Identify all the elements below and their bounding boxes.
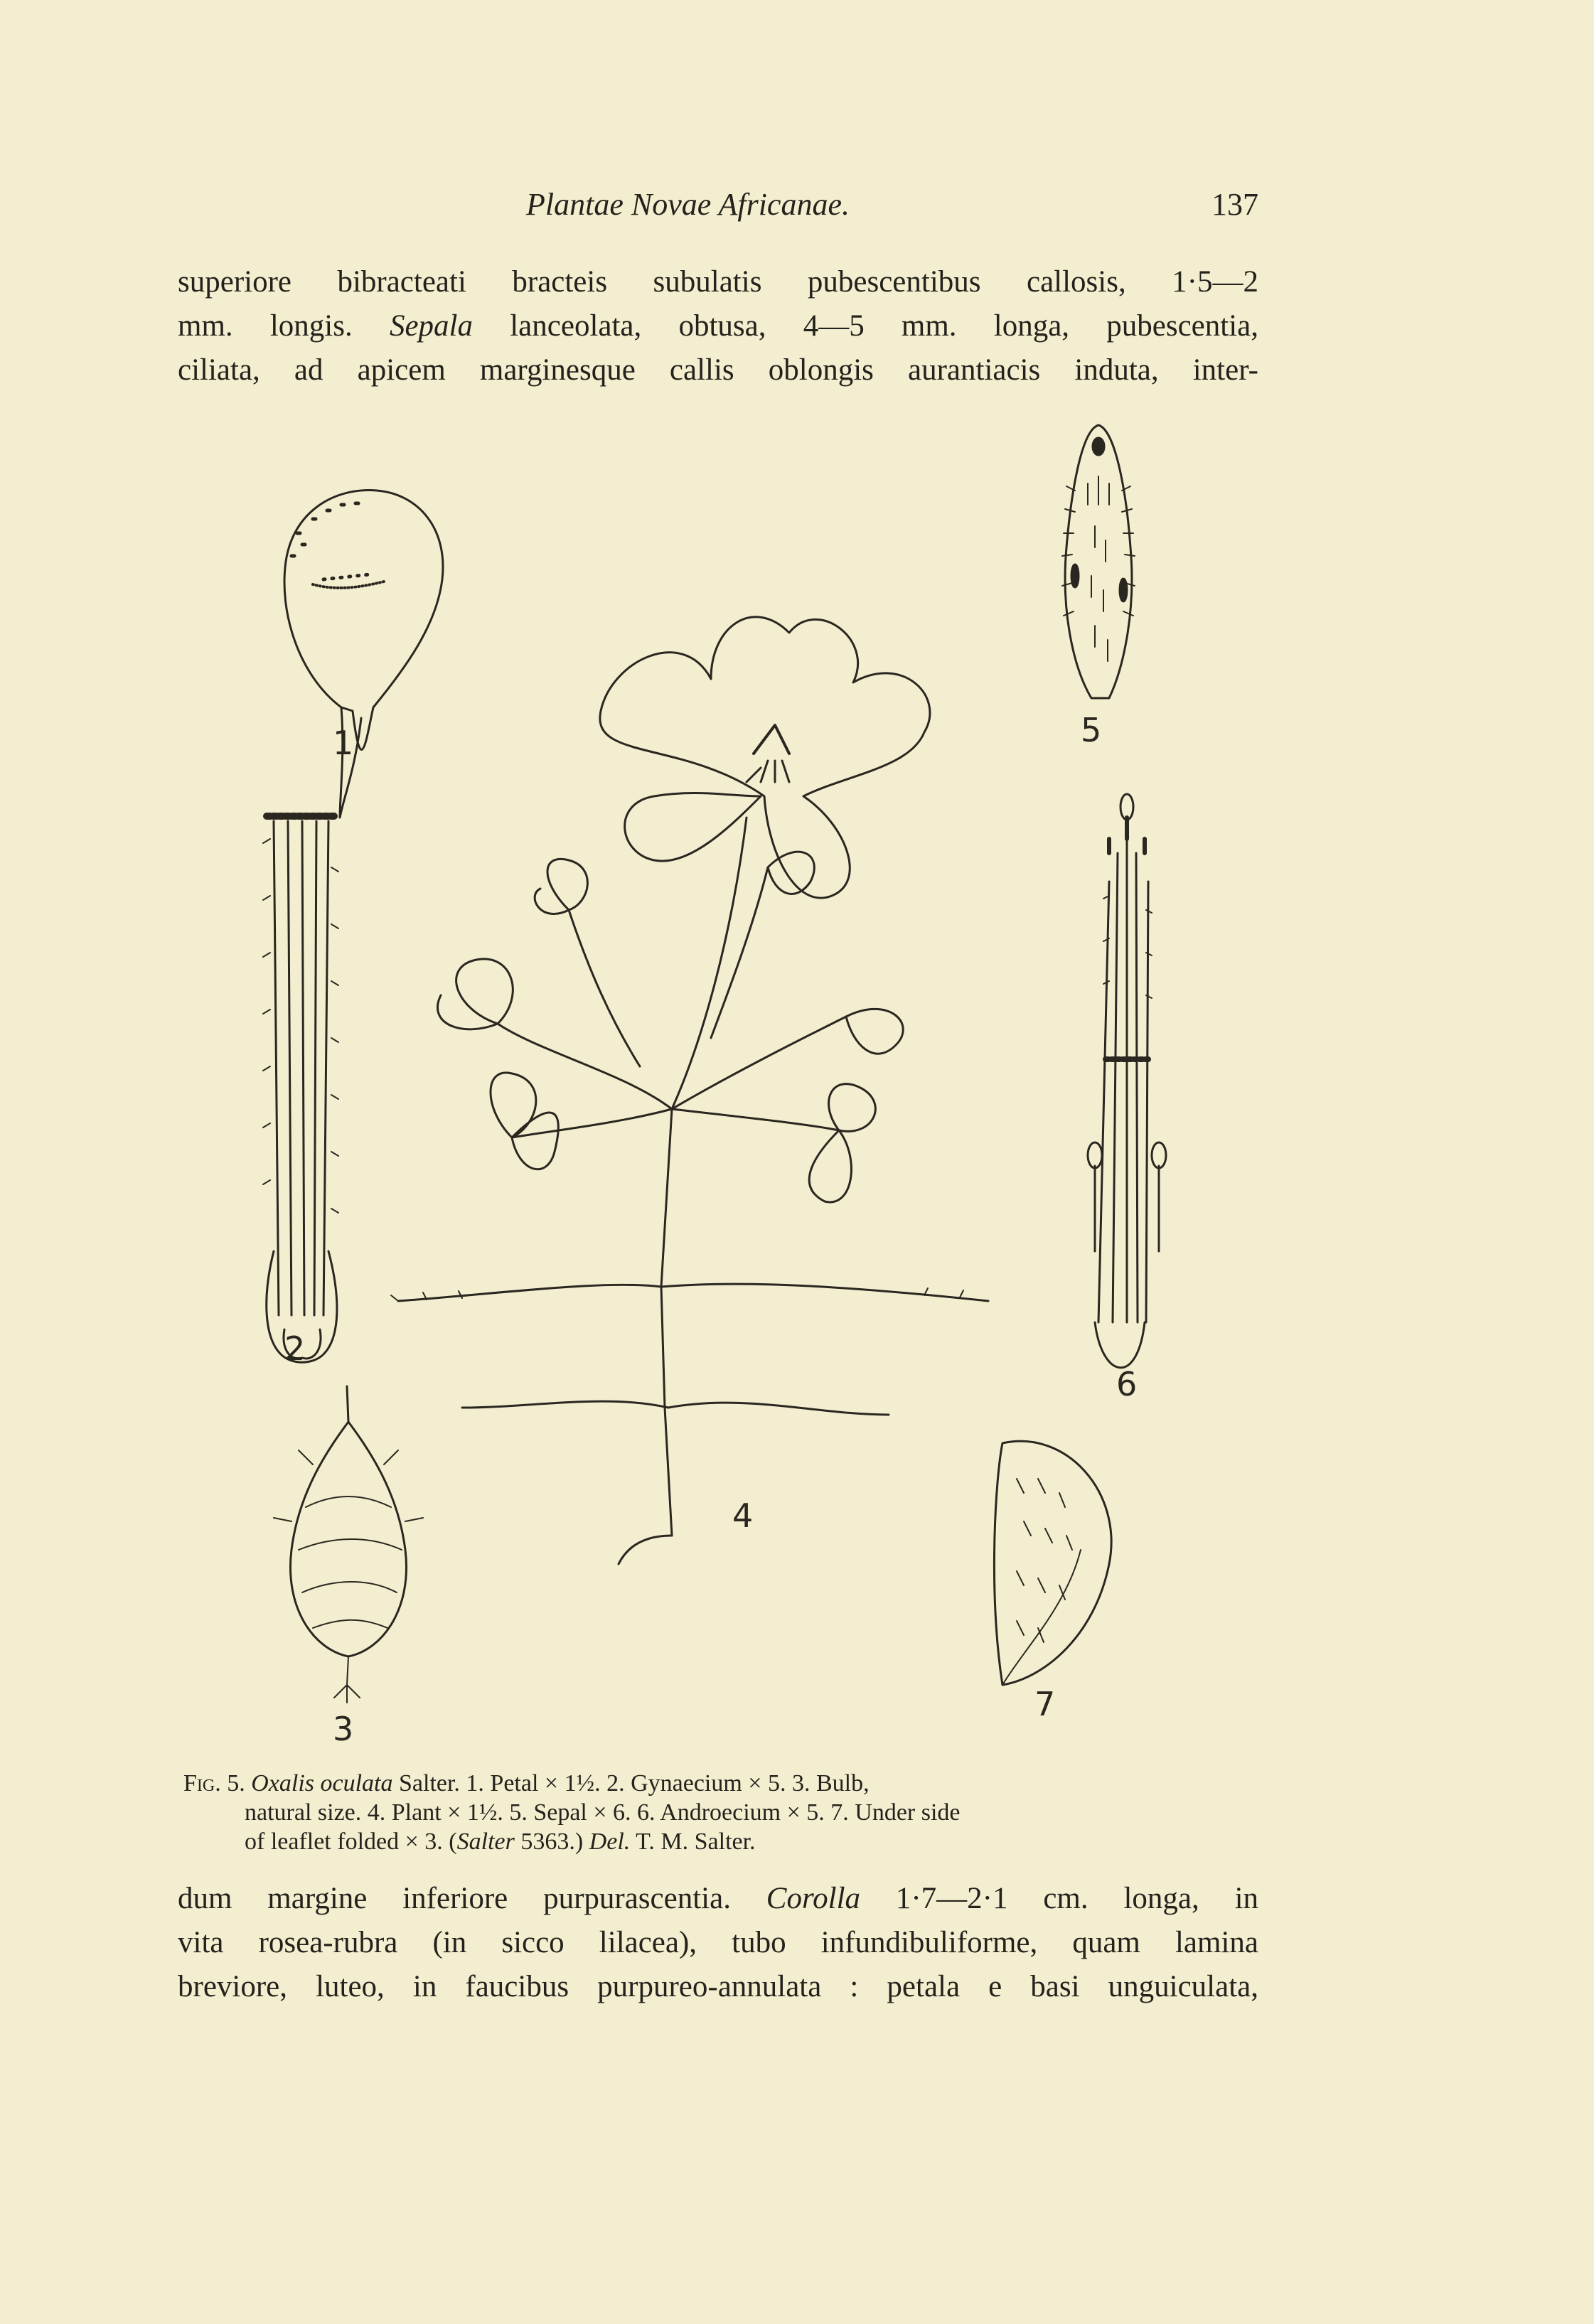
- page-header: [178, 186, 1258, 236]
- body-text-top: [178, 260, 1258, 392]
- text-line: breviore, luteo, in faucibus purpureo-annulata : petala e basi unguiculata,: [178, 1970, 1258, 2003]
- figure-label-7: 7: [1034, 1685, 1056, 1723]
- caption-line: natural size. 4. Plant × 1½. 5. Sepal × 6. 6. Androecium × 5. 7. Under side: [245, 1799, 961, 1826]
- plate-illustration: [0, 398, 1594, 1735]
- plant-drawing: [391, 617, 988, 1564]
- botanical-plate: [0, 398, 1594, 1748]
- figure-label-2: 2: [284, 1329, 306, 1368]
- figure-label-6: 6: [1116, 1365, 1138, 1403]
- figure-caption: [183, 1769, 1264, 1856]
- figure-label-5: 5: [1081, 711, 1102, 749]
- text-line: mm. longis. Sepala lanceolata, obtusa, 4—5 mm. longa, pubescentia,: [178, 309, 1258, 343]
- leaflet-drawing: [994, 1441, 1111, 1685]
- figure-label-1: 1: [333, 724, 354, 762]
- caption-line: of leaflet folded × 3. (Salter 5363.) Del. T. M. Salter.: [245, 1828, 756, 1855]
- text-line: vita rosea-rubra (in sicco lilacea), tubo infundibuliforme, quam lamina: [178, 1926, 1258, 1959]
- bulb-drawing: [274, 1386, 423, 1703]
- figure-label-3: 3: [333, 1710, 354, 1748]
- page-number: 137: [1211, 187, 1258, 222]
- petal-drawing: [284, 491, 443, 818]
- gynaecium-drawing: [263, 816, 338, 1362]
- figure-label-4: 4: [732, 1496, 754, 1535]
- androecium-drawing: [1088, 794, 1166, 1368]
- sepal-drawing: [1062, 425, 1135, 698]
- text-line: ciliata, ad apicem marginesque callis oblongis aurantiacis induta, inter-: [178, 353, 1258, 387]
- caption-line: Fig. 5. Oxalis oculata Salter. 1. Petal × 1½. 2. Gynaecium × 5. 3. Bulb,: [183, 1770, 870, 1796]
- body-text-bottom: [178, 1877, 1258, 2009]
- text-line: superiore bibracteati bracteis subulatis pubescentibus callosis, 1·5—2: [178, 265, 1258, 299]
- text-line: dum margine inferiore purpurascentia. Corolla 1·7—2·1 cm. longa, in: [178, 1882, 1259, 1915]
- running-title: Plantae Novae Africanae.: [526, 187, 850, 222]
